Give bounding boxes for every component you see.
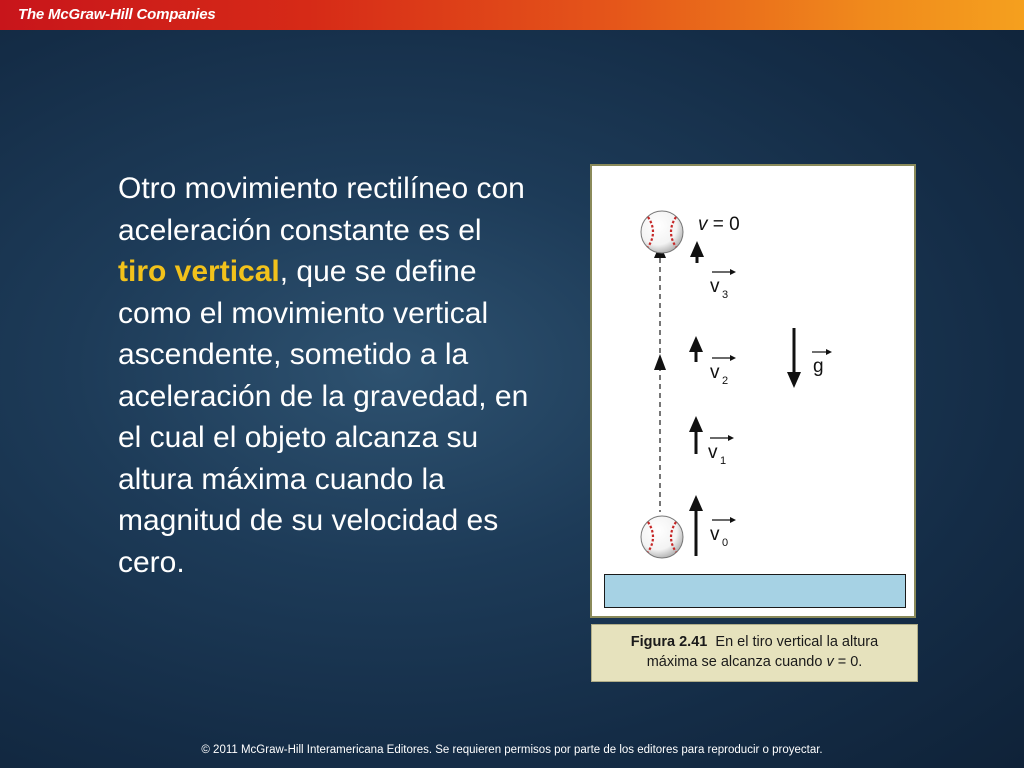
velocity-arrow-v0 xyxy=(689,495,703,556)
label-v3-letter: v xyxy=(710,276,720,297)
label-v3-sub: 3 xyxy=(722,289,729,301)
copyright-footer: © 2011 McGraw-Hill Interamericana Editores. Se requieren permisos por parte de los editores para reproducir o proyectar. xyxy=(201,744,823,756)
figure-caption xyxy=(591,624,918,682)
label-g-letter: g xyxy=(813,356,824,377)
main-text-before: Otro movimiento rectilíneo con aceleración constante es el xyxy=(118,172,525,247)
label-v2-sub: 2 xyxy=(722,375,729,387)
top-label-rest: = 0 xyxy=(707,214,740,235)
top-label-var: v xyxy=(698,214,708,235)
caption-var: v xyxy=(826,654,834,670)
label-v1-sub: 1 xyxy=(720,455,727,467)
gravity-arrow xyxy=(787,328,801,388)
caption-line2-prefix: máxima se alcanza cuando xyxy=(646,654,827,670)
top-label xyxy=(698,214,740,235)
label-v1 xyxy=(708,435,734,467)
label-v2 xyxy=(710,355,736,387)
label-v0 xyxy=(710,517,736,549)
highlight-term: tiro vertical xyxy=(118,255,280,288)
header-bar xyxy=(0,0,1024,30)
baseball-bottom xyxy=(641,516,683,558)
caption-line2-suffix: = 0. xyxy=(833,654,863,670)
label-v1-letter: v xyxy=(708,442,718,463)
caption-line1: En el tiro vertical la altura xyxy=(715,634,879,650)
ground-block xyxy=(604,574,906,608)
label-v2-letter: v xyxy=(710,362,720,383)
label-v3 xyxy=(710,269,736,301)
mcgraw-hill-logo: The McGraw-Hill Companies xyxy=(18,6,216,23)
caption-figure-label: Figura 2.41 xyxy=(630,634,708,650)
trajectory-arrowhead-middle xyxy=(654,354,666,370)
label-v0-letter: v xyxy=(710,524,720,545)
velocity-arrow-v2 xyxy=(689,336,703,362)
vertical-throw-diagram xyxy=(592,166,914,616)
main-paragraph xyxy=(118,168,538,583)
baseball-top xyxy=(641,211,683,253)
label-v0-sub: 0 xyxy=(722,537,729,549)
figure-panel xyxy=(590,164,916,618)
main-text-after: , que se define como el movimiento vertical ascendente, sometido a la aceleración de la gravedad, en el cual el objeto alcanza su altura máxima cuando la magnitud de su velocidad es cero. xyxy=(118,255,529,579)
velocity-arrow-v3 xyxy=(690,241,704,263)
label-g xyxy=(812,349,832,377)
velocity-arrow-v1 xyxy=(689,416,703,454)
